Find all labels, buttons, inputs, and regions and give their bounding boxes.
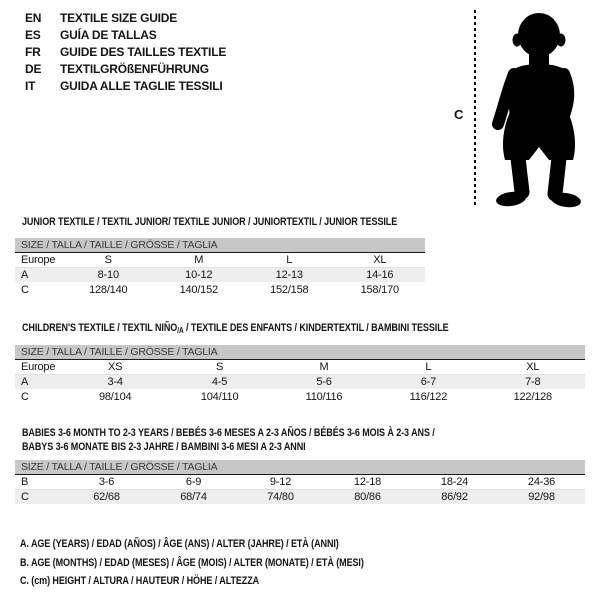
table-row-months [15, 474, 585, 489]
age-cell: 14-16 [335, 267, 426, 282]
size-bar-row [15, 345, 585, 359]
row-label: B [15, 474, 63, 489]
row-label: C [15, 489, 63, 504]
height-cell: 80/86 [324, 489, 411, 504]
height-cell: 110/116 [305, 390, 343, 403]
language-code: FR [25, 45, 41, 59]
height-cell: 104/110 [200, 390, 239, 403]
age-cell: 10-12 [154, 267, 245, 282]
table-row-height [15, 389, 585, 404]
row-label: Europe [15, 359, 63, 374]
size-cell: M [154, 252, 245, 267]
height-cell: 98/104 [98, 390, 132, 403]
heading-line-2: BABYS 3-6 MONATE BIS 2-3 JAHRE / BAMBINI 3-6 MESI A 2-3 ANNI [22, 441, 306, 453]
size-bar-label: SIZE / TALLA / TAILLE / GRÖSSE / TAGLIA [15, 345, 585, 359]
row-label: A [15, 374, 63, 389]
language-title: GUIDE DES TAILLES TEXTILE [60, 45, 227, 59]
months-cell: 18-24 [411, 474, 498, 489]
note-age-months: B. AGE (MONTHS) / EDAD (MESES) / ÂGE (MOIS) / ALTER (MONATE) / ETÀ (MESI) [20, 556, 364, 569]
heading-subscript: /A [177, 326, 184, 335]
size-cell: M [272, 359, 376, 374]
children-size-table [15, 345, 585, 404]
heading-text: CHILDREN'S TEXTILE / TEXTIL NIÑO [22, 322, 178, 334]
language-title-list [25, 10, 226, 95]
babies-size-table [15, 460, 585, 504]
height-cell: 74/80 [237, 489, 324, 504]
language-title: TEXTILE SIZE GUIDE [60, 11, 178, 25]
size-cell: XS [63, 359, 167, 374]
size-bar-row [15, 238, 425, 252]
months-cell: 3-6 [63, 474, 150, 489]
language-code: DE [25, 62, 42, 76]
age-cell: 7-8 [481, 374, 585, 389]
height-cell: 92/98 [498, 489, 585, 504]
language-row-de [25, 61, 226, 78]
language-title: GUIDA ALLE TAGLIE TESSILI [60, 79, 223, 93]
table-row-age [15, 267, 425, 282]
legend-notes [20, 535, 439, 591]
note-age-years: A. AGE (YEARS) / EDAD (AÑOS) / ÂGE (ANS) / ALTER (JAHRE) / ETÀ (ANNI) [20, 538, 339, 550]
size-cell: L [244, 252, 335, 267]
language-row-en [25, 10, 226, 27]
children-section-heading [22, 322, 449, 335]
months-cell: 12-18 [324, 474, 411, 489]
babies-section-heading [22, 426, 435, 454]
language-title: TEXTILGRÖßENFÜHRUNG [60, 62, 209, 76]
age-cell: 5-6 [272, 374, 376, 389]
age-cell: 8-10 [63, 267, 154, 282]
heading-text: / TEXTILE DES ENFANTS / KINDERTEXTIL / BAMBINI TESSILE [183, 322, 449, 334]
size-cell: XL [335, 252, 426, 267]
height-measure-figure [448, 4, 598, 214]
months-cell: 6-9 [150, 474, 237, 489]
language-code: ES [25, 28, 41, 42]
language-code: EN [25, 11, 42, 25]
height-cell: 128/140 [89, 283, 128, 296]
age-cell: 3-4 [63, 374, 167, 389]
size-bar-label: SIZE / TALLA / TAILLE / GRÖSSE / TAGLIA [15, 460, 585, 474]
height-cell: 152/158 [270, 283, 309, 296]
age-cell: 6-7 [376, 374, 480, 389]
age-cell: 4-5 [167, 374, 271, 389]
table-row-europe [15, 252, 425, 267]
months-cell: 24-36 [498, 474, 585, 489]
junior-size-table [15, 238, 425, 297]
height-cell: 62/68 [63, 489, 150, 504]
table-row-height [15, 489, 585, 504]
size-cell: L [376, 359, 480, 374]
table-row-height [15, 282, 425, 297]
language-row-fr [25, 44, 226, 61]
size-cell: S [167, 359, 271, 374]
row-label: A [15, 267, 63, 282]
language-row-es [25, 27, 226, 44]
row-label: C [21, 283, 29, 296]
size-cell: S [63, 252, 154, 267]
baby-silhouette-icon [482, 6, 594, 210]
row-label: Europe [15, 252, 63, 267]
language-row-it [25, 78, 226, 95]
language-code: IT [25, 79, 36, 93]
size-bar-label: SIZE / TALLA / TAILLE / GRÖSSE / TAGLIA [15, 238, 425, 252]
height-cell: 86/92 [411, 489, 498, 504]
size-bar-row [15, 460, 585, 474]
height-dashed-line [474, 10, 476, 208]
height-cell: 116/122 [409, 390, 448, 403]
height-cell: 158/170 [360, 283, 399, 296]
language-title: GUÍA DE TALLAS [60, 28, 157, 42]
age-cell: 12-13 [244, 267, 335, 282]
months-cell: 9-12 [237, 474, 324, 489]
junior-section-heading: JUNIOR TEXTILE / TEXTIL JUNIOR/ TEXTILE JUNIOR / JUNIORTEXTIL / JUNIOR TESSILE [22, 216, 398, 228]
height-cell: 122/128 [513, 390, 552, 403]
table-row-age [15, 374, 585, 389]
note-height-cm: C. (cm) HEIGHT / ALTURA / HAUTEUR / HÖHE / ALTEZZA [20, 575, 260, 587]
height-cell: 68/74 [150, 489, 237, 504]
heading-line-1: BABIES 3-6 MONTH TO 2-3 YEARS / BEBÉS 3-6 MESES A 2-3 AÑOS / BÉBÉS 3-6 MOIS À 2-3 ANS / [22, 427, 435, 439]
row-label: C [21, 390, 29, 403]
height-measure-label: C [454, 107, 464, 122]
size-cell: XL [481, 359, 585, 374]
height-cell: 140/152 [179, 283, 218, 296]
table-row-europe [15, 359, 585, 374]
